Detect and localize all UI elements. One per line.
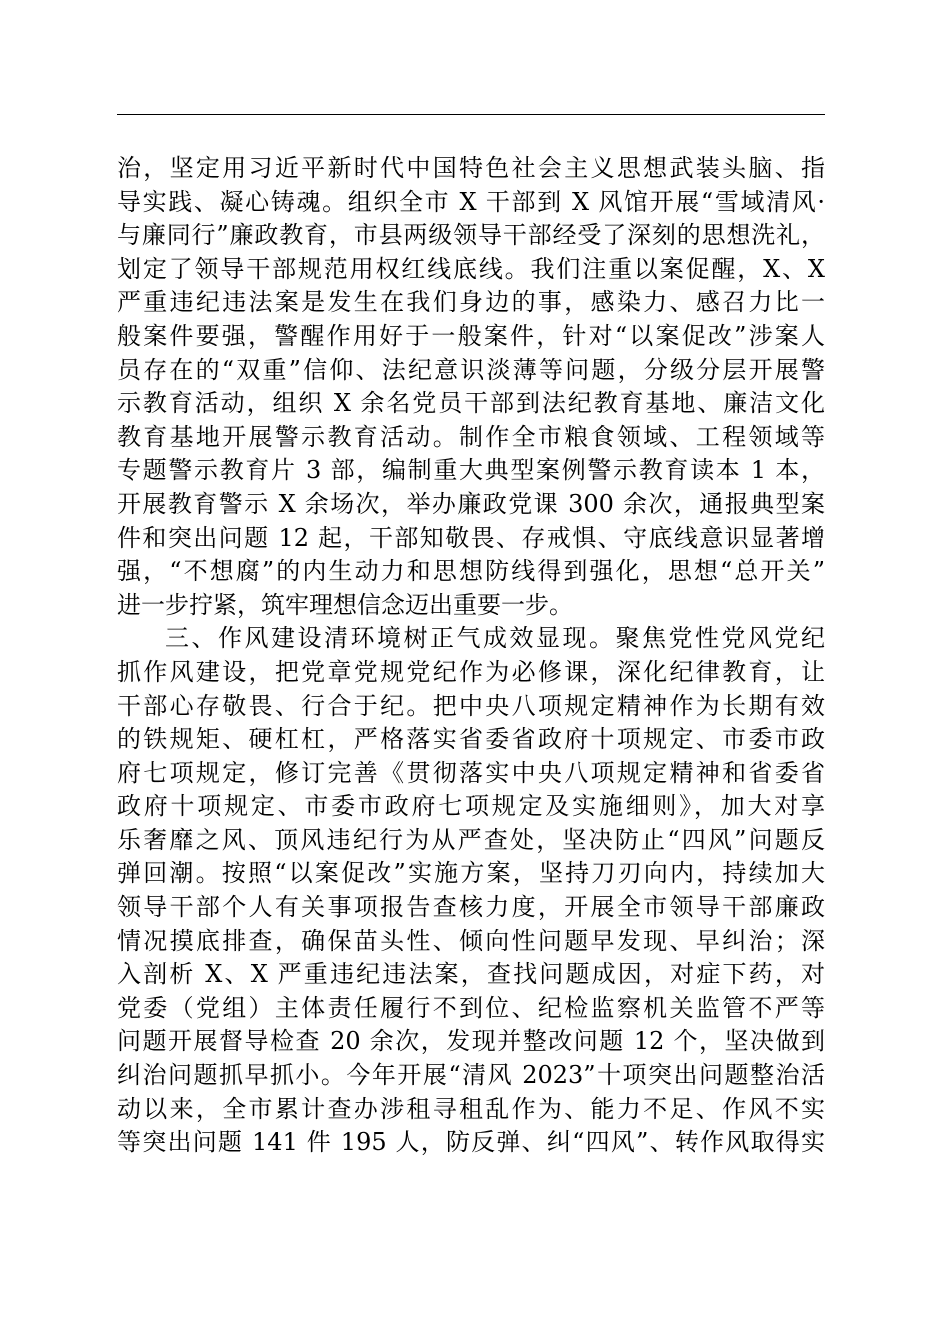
text-line: 领导干部个人有关事项报告查核力度，开展全市领导干部廉政 xyxy=(117,893,825,922)
text-line: 件和突出问题 12 起，干部知敬畏、存戒惧、守底线意识显著增 xyxy=(117,523,825,552)
text-line: 严重违纪违法案是发生在我们身边的事，感染力、感召力比一 xyxy=(117,288,825,317)
text-line: 政府十项规定、市委市政府七项规定及实施细则》，加大对享 xyxy=(117,792,825,821)
text-line: 治，坚定用习近平新时代中国特色社会主义思想武装头脑、指 xyxy=(117,154,825,182)
text-line: 等突出问题 141 件 195 人，防反弹、纠“四风”、转作风取得实 xyxy=(117,1128,825,1157)
header-rule xyxy=(117,114,825,115)
section-heading-line: 三、作风建设清环境树正气成效显现。聚焦党性党风党纪 xyxy=(165,624,825,653)
text-line: 党委（党组）主体责任履行不到位、纪检监察机关监管不严等 xyxy=(117,993,825,1022)
text-line: 府七项规定，修订完善《贯彻落实中央八项规定精神和省委省 xyxy=(117,758,825,787)
text-line: 的铁规矩、硬杠杠，严格落实省委省政府十项规定、市委市政 xyxy=(117,725,825,754)
text-line: 问题开展督导检查 20 余次，发现并整改问题 12 个，坚决做到 xyxy=(117,1027,825,1056)
body-text xyxy=(117,152,825,1160)
text-line: 入剖析 X、X 严重违纪违法案，查找问题成因，对症下药，对 xyxy=(117,960,825,989)
text-line: 弹回潮。按照“以案促改”实施方案，坚持刀刃向内，持续加大 xyxy=(117,859,825,888)
text-line: 员存在的“双重”信仰、法纪意识淡薄等问题，分级分层开展警 xyxy=(117,355,825,384)
text-line: 示教育活动，组织 X 余名党员干部到法纪教育基地、廉洁文化 xyxy=(117,389,825,418)
text-line: 教育基地开展警示教育活动。制作全市粮食领域、工程领域等 xyxy=(117,422,825,451)
text-line: 抓作风建设，把党章党规党纪作为必修课，深化纪律教育，让 xyxy=(117,657,825,686)
text-line: 干部心存敬畏、行合于纪。把中央八项规定精神作为长期有效 xyxy=(117,691,825,720)
text-line: 般案件要强，警醒作用好于一般案件，针对“以案促改”涉案人 xyxy=(117,321,825,350)
text-line: 纠治问题抓早抓小。今年开展“清风 2023”十项突出问题整治活 xyxy=(117,1061,825,1090)
paragraph-end-line: 进一步拧紧，筑牢理想信念迈出重要一步。 xyxy=(117,590,573,619)
text-line: 动以来，全市累计查办涉租寻租乱作为、能力不足、作风不实 xyxy=(117,1094,825,1123)
text-line: 强，“不想腐”的内生动力和思想防线得到强化，思想“总开关” xyxy=(117,557,825,586)
text-line: 情况摸底排查，确保苗头性、倾向性问题早发现、早纠治；深 xyxy=(117,926,825,955)
text-line: 导实践、凝心铸魂。组织全市 X 干部到 X 风馆开展“雪域清风· xyxy=(117,187,825,216)
text-line: 与廉同行”廉政教育，市县两级领导干部经受了深刻的思想洗礼， xyxy=(117,221,825,250)
text-line: 开展教育警示 X 余场次，举办廉政党课 300 余次，通报典型案 xyxy=(117,489,825,518)
text-line: 划定了领导干部规范用权红线底线。我们注重以案促醒，X、X xyxy=(117,254,825,283)
text-line: 乐奢靡之风、顶风违纪行为从严查处，坚决防止“四风”问题反 xyxy=(117,825,825,854)
text-line: 专题警示教育片 3 部，编制重大典型案例警示教育读本 1 本， xyxy=(117,456,825,485)
